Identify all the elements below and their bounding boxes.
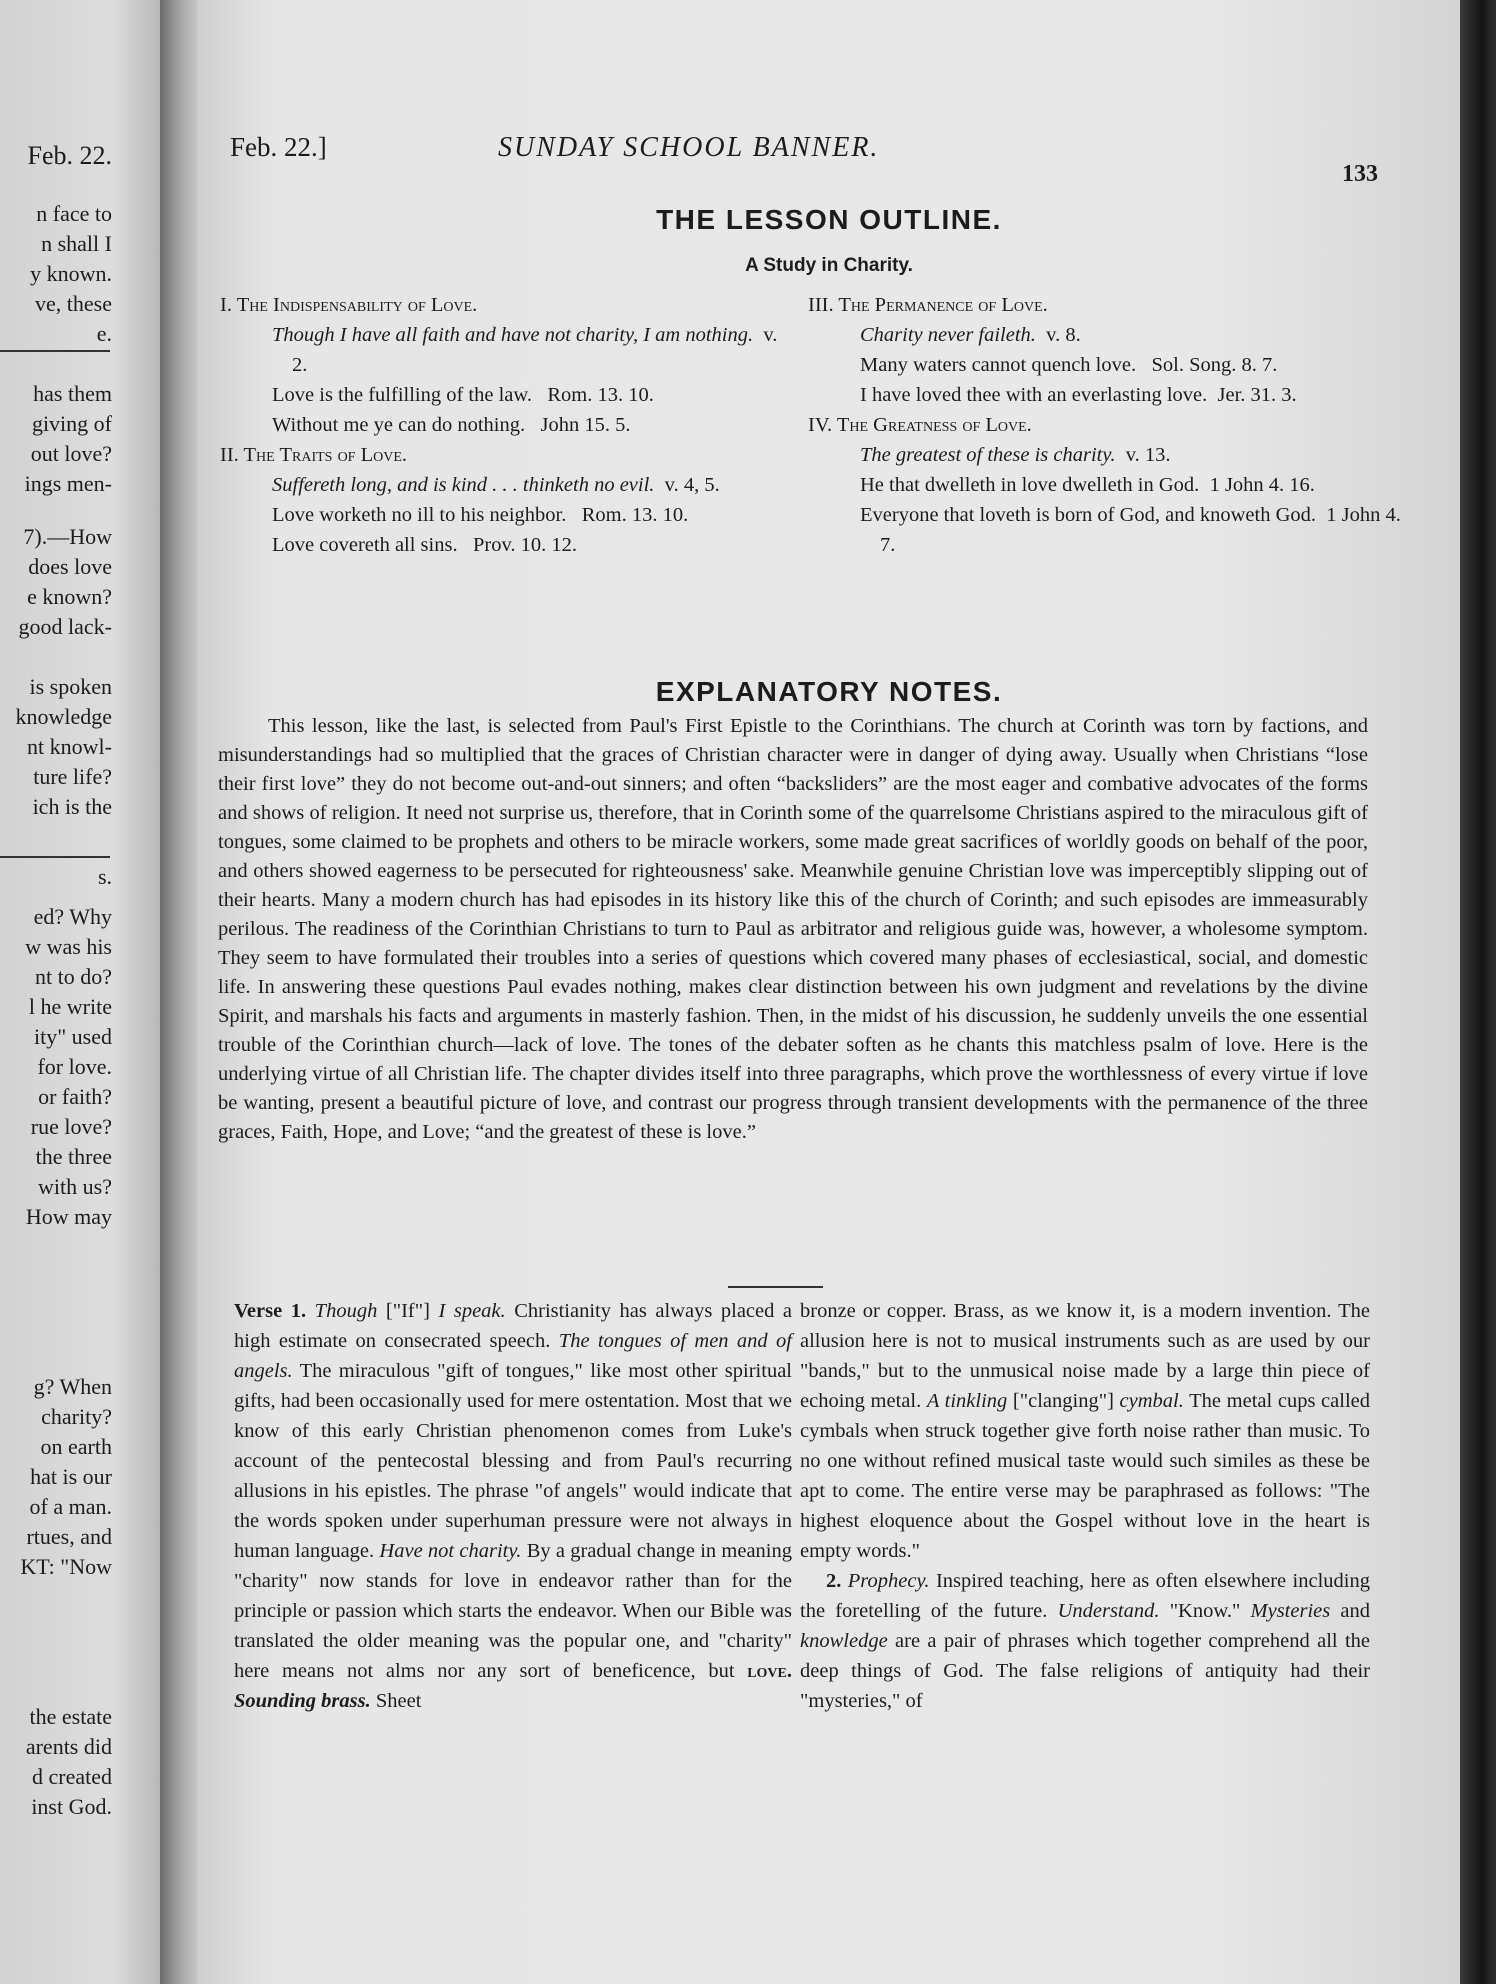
- outline-reference: Love worketh no ill to his neighbor. Rom. 13. 10.: [272, 504, 689, 526]
- left-page-line: rue love?: [30, 1114, 112, 1139]
- outline-section-heading: III. The Permanence of Love.: [808, 294, 1048, 316]
- outline-reference: Many waters cannot quench love. Sol. Song. 8. 7.: [860, 354, 1278, 376]
- left-page-line: KT: "Now: [20, 1554, 112, 1579]
- left-page-line: with us?: [38, 1174, 112, 1199]
- left-page-line: How may: [25, 1204, 112, 1229]
- verse-notes-right-column: [800, 1296, 1370, 1716]
- outline-subtitle: A Study in Charity.: [745, 255, 913, 276]
- outline-text: Though I have all faith and have not charity, I am nothing. v. 2.: [272, 324, 778, 376]
- left-page-line: charity?: [41, 1404, 112, 1429]
- left-page-line: ed? Why: [33, 904, 112, 929]
- left-page-line: arents did: [25, 1734, 112, 1759]
- left-page-rule: [0, 856, 110, 858]
- left-page-line: ings men-: [24, 471, 112, 496]
- left-page-line: does love: [28, 554, 112, 579]
- left-page-line: e.: [96, 321, 112, 346]
- outline-section-heading: I. The Indispensability of Love.: [220, 294, 478, 316]
- section-divider: [728, 1286, 823, 1288]
- left-page-line: hat is our: [30, 1464, 112, 1489]
- left-page-line: e known?: [27, 584, 112, 609]
- left-page-line: of a man.: [29, 1494, 112, 1519]
- outline-text: Charity never faileth. v. 8.: [860, 324, 1081, 346]
- left-page-line: has them: [33, 381, 112, 406]
- notes-intro-paragraph: This lesson, like the last, is selected from Paul's First Epistle to the Corinthians. The church at Corinth was torn by factions, and misunderstandings had so multiplied that the graces of Christian character were in danger of dying away. Usually when Christians “lose their first love” they do not become out-and-out sinners; and often “backsliders” are the most eager and combative advocates of the forms and shows of religion. It need not surprise us, therefore, that in Corinth some of the quarrelsome Christians aspired to the miraculous gift of tongues, some claimed to be prophets and others to be miracle workers, some made great sacrifices of worldly goods on behalf of the poor, and others showed eagerness to be persecuted for righteousness' sake. Meanwhile genuine Christian love was imperceptibly slipping out of their hearts. Many a modern church has had episodes in its history like this of the church of Corinth; and such episodes are immeasurably perilous. The readiness of the Corinthian Christians to turn to Paul as arbitrator and religious guide was, however, a wholesome symptom. They seem to have formulated their troubles into a series of questions which covered many phases of ecclesiastical, social, and domestic life. In answering these questions Paul evades nothing, makes clear distinction between his own judgment and revelations by the divine Spirit, and marshals his facts and arguments in masterly fashion. Then, in the midst of his discussion, he suddenly unveils the one essential trouble of the Corinthian church—lack of love. The tones of the debater soften as he chants this matchless psalm of love. Here is the underlying virtue of all Christian life. The chapter divides itself into three paragraphs, which prove the worthlessness of every virtue if love be wanting, present a beautiful picture of love, and contrast our progress through transient developments with the permanence of the three graces, Faith, Hope, and Love; “and the greatest of these is love.”: [218, 715, 1368, 1143]
- verse-continuation: bronze or copper. Brass, as we know it, is a modern invention. The allusion here is not to musical instruments such as are used by our "bands," but to the unmusical noise made by a large thin piece of echoing metal. A tinkling ["clanging"] cymbal. The metal cups called cymbals when struck together give forth noise rather than music. To no one without refined musical taste would such similes as these be apt to come. The entire verse may be paraphrased as follows: "The highest eloquence about the Gospel without love in the heart is empty words.": [800, 1300, 1370, 1562]
- notes-title: EXPLANATORY NOTES.: [655, 676, 1003, 707]
- left-page-line: rtues, and: [26, 1524, 112, 1549]
- left-page-line: n face to: [36, 201, 112, 226]
- left-page-line: s.: [97, 864, 112, 889]
- left-page-date: Feb. 22.: [27, 141, 112, 170]
- left-page-line: 7).—How: [23, 524, 112, 549]
- left-page-rule: [0, 350, 110, 352]
- outline-left-column: [220, 290, 780, 560]
- left-page-line: n shall I: [41, 231, 112, 256]
- left-page-line: knowledge: [15, 704, 112, 729]
- left-page-line: d created: [32, 1764, 112, 1789]
- page-number: 133: [1342, 161, 1378, 187]
- left-page-line: nt knowl-: [27, 734, 112, 759]
- header-date: Feb. 22.]: [230, 132, 327, 162]
- outline-reference: Without me ye can do nothing. John 15. 5.: [272, 414, 631, 436]
- left-page-line: ve, these: [35, 291, 112, 316]
- outline-right-column: [808, 290, 1408, 560]
- left-page-line: is spoken: [29, 674, 112, 699]
- book-binding: [1460, 0, 1496, 1984]
- left-page-line: giving of: [31, 411, 112, 436]
- left-page-line: on earth: [40, 1434, 112, 1459]
- left-page-line: ich is the: [32, 794, 112, 819]
- left-page-line: the estate: [29, 1704, 112, 1729]
- left-page-line: the three: [35, 1144, 112, 1169]
- left-page-line: or faith?: [38, 1084, 112, 1109]
- outline-reference: I have loved thee with an everlasting love. Jer. 31. 3.: [860, 384, 1297, 406]
- left-page-line: l he write: [28, 994, 112, 1019]
- verse-notes-left-column: Verse 1. Though ["If"] I speak. Christianity has always placed a high estimate on consecrated speech. The tongues of men and of angels. The miraculous "gift of tongues," like most other spiritual gifts, had been occasionally used for mere ostentation. Most that we know of this early Christian phenomenon comes from Luke's account of the pentecostal blessing and from Paul's recurring allusions in his epistles. The phrase "of angels" would indicate that the words spoken under superhuman pressure were not always in human language. Have not charity. By a gradual change in meaning "charity" now stands for love in endeavor rather than for the principle or passion which starts the endeavor. When our Bible was translated the older meaning was the popular one, and "charity" here means not alms nor any sort of beneficence, but love. Sounding brass. Sheet: [234, 1300, 793, 1712]
- outline-section-heading: II. The Traits of Love.: [220, 444, 408, 466]
- outline-reference: Love is the fulfilling of the law. Rom. 13. 10.: [272, 384, 654, 406]
- left-page-line: inst God.: [31, 1794, 112, 1819]
- verse-label: Verse 1.: [234, 1300, 307, 1322]
- outline-text: The greatest of these is charity. v. 13.: [860, 444, 1171, 466]
- running-head-title: SUNDAY SCHOOL BANNER.: [498, 132, 880, 163]
- book-gutter: [160, 0, 198, 1984]
- left-page-line: nt to do?: [35, 964, 112, 989]
- outline-reference: Everyone that loveth is born of God, and knoweth God. 1 John 4. 7.: [860, 504, 1401, 556]
- outline-text: Suffereth long, and is kind . . . thinketh no evil. v. 4, 5.: [272, 474, 720, 496]
- outline-reference: Love covereth all sins. Prov. 10. 12.: [272, 534, 577, 556]
- left-page-line: w was his: [25, 934, 112, 959]
- left-page-line: out love?: [30, 441, 112, 466]
- verse-2-note: 2. Prophecy. Inspired teaching, here as often elsewhere including the foretelling of the future. Understand. "Know." Mysteries and knowledge are a pair of phrases which together comprehend all the deep things of God. The false religions of antiquity had their "mysteries," of: [800, 1570, 1371, 1712]
- left-page-line: ity" used: [33, 1024, 112, 1049]
- left-page-line: ture life?: [33, 764, 112, 789]
- page: [198, 0, 1460, 1984]
- left-page-fragment: [0, 0, 160, 1984]
- outline-reference: He that dwelleth in love dwelleth in God. 1 John 4. 16.: [860, 474, 1315, 496]
- outline-title: THE LESSON OUTLINE.: [656, 204, 1002, 235]
- left-page-line: for love.: [37, 1054, 112, 1079]
- outline-section-heading: IV. The Greatness of Love.: [808, 414, 1032, 436]
- left-page-line: y known.: [30, 261, 112, 286]
- left-page-line: g? When: [33, 1374, 112, 1399]
- left-page-line: good lack-: [18, 614, 112, 639]
